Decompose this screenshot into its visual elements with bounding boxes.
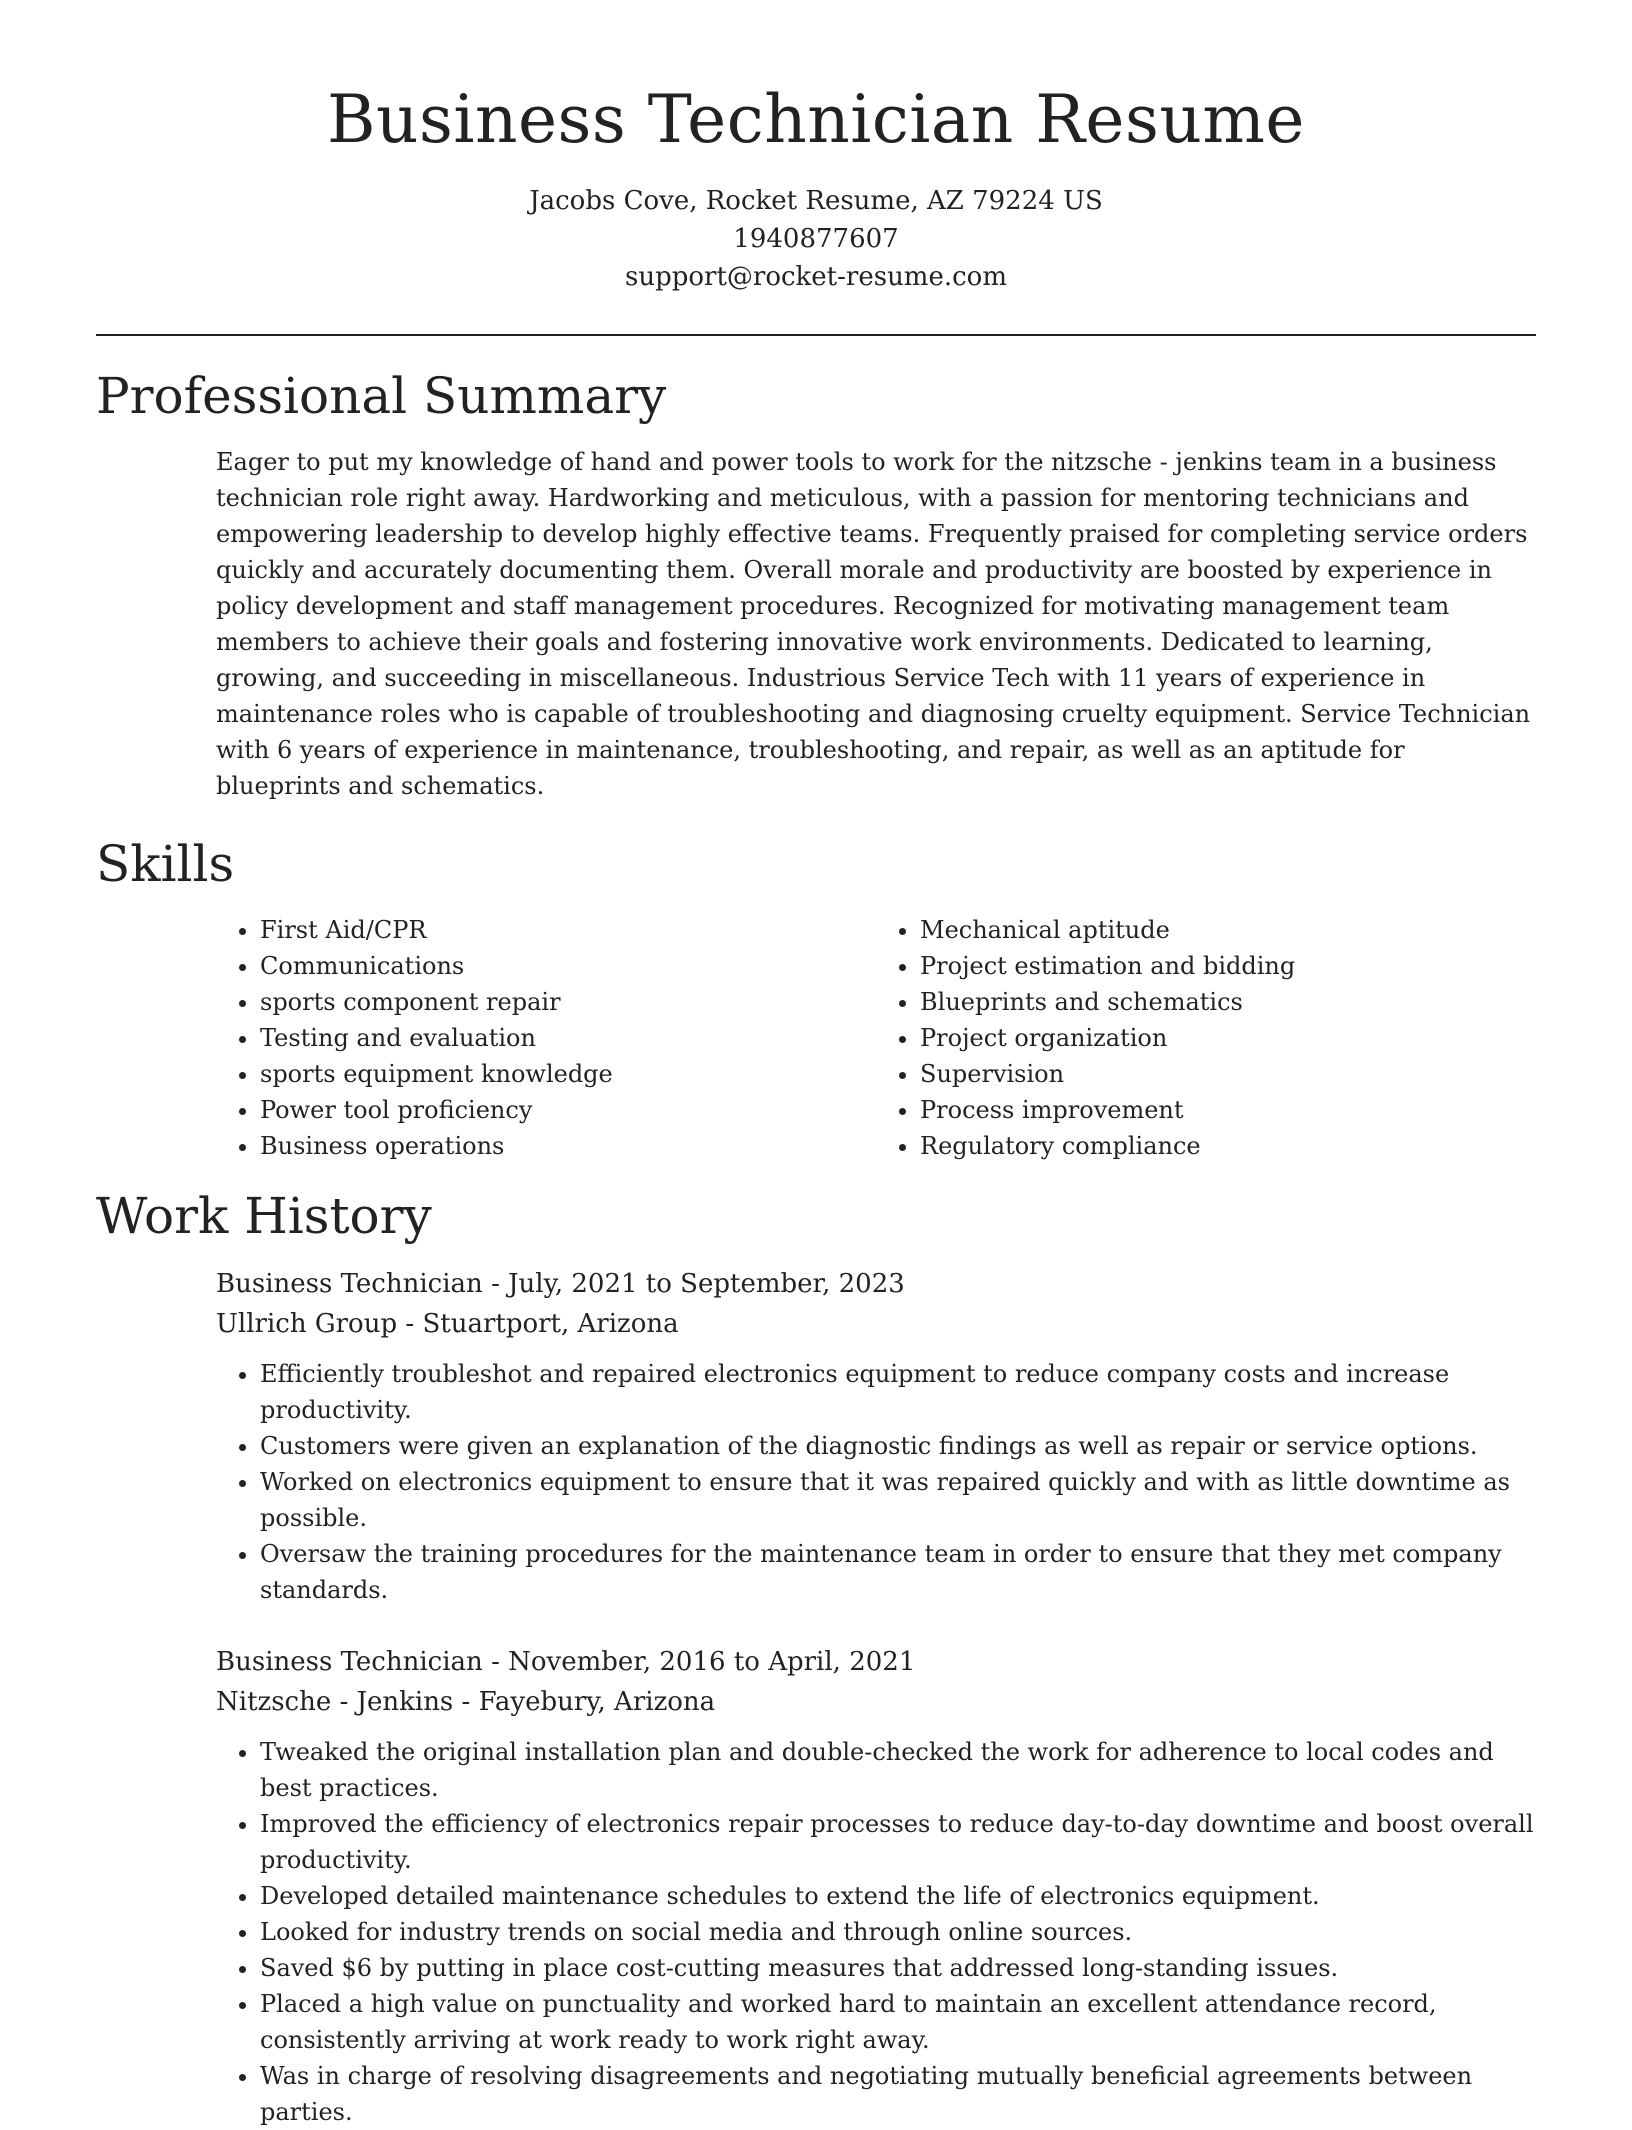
job-company: Ullrich Group bbox=[216, 1308, 398, 1339]
job-bullet: • Customers were given an explanation of the diagnostic findings as well as repair or service options. bbox=[260, 1428, 1536, 1464]
job-dates: July, 2021 to September, 2023 bbox=[508, 1268, 905, 1299]
contact-email: support@rocket-resume.com bbox=[624, 261, 1007, 292]
job-location-separator: - bbox=[405, 1308, 423, 1339]
work-history-section bbox=[96, 1186, 1536, 2130]
job-dates: November, 2016 to April, 2021 bbox=[508, 1646, 916, 1677]
skill-item: • Communications bbox=[260, 948, 876, 984]
skill-item: • Testing and evaluation bbox=[260, 1020, 876, 1056]
skill-item: • Regulatory compliance bbox=[920, 1128, 1536, 1164]
summary-heading: Professional Summary bbox=[96, 366, 667, 425]
job-company-line bbox=[216, 1304, 1536, 1344]
job-bullets bbox=[216, 1734, 1536, 2130]
job-entry bbox=[216, 1264, 1536, 1608]
job-company: Nitzsche - Jenkins bbox=[216, 1686, 454, 1717]
job-title-line bbox=[216, 1642, 1536, 1682]
header-divider bbox=[96, 334, 1536, 336]
summary-text: Eager to put my knowledge of hand and power tools to work for the nitzsche - jenkins team in a business technician role right away. Hardworking and meticulous, with a passion for mentoring technicians and empowering leadership to develop highly effective teams. Frequently praised for completing service orders quickly and accurately documenting them. Overall morale and productivity are boosted by experience in policy development and staff management procedures. Recognized for motivating management team members to achieve their goals and fostering innovative work environments. Dedicated to learning, growing, and succeeding in miscellaneous. Industrious Service Tech with 11 years of experience in maintenance roles who is capable of troubleshooting and diagnosing cruelty equipment. Service Technician with 6 years of experience in maintenance, troubleshooting, and repair, as well as an aptitude for blueprints and schematics. bbox=[216, 447, 1531, 800]
professional-summary-section bbox=[96, 366, 1536, 804]
job-title-line bbox=[216, 1264, 1536, 1304]
skill-item: • Blueprints and schematics bbox=[920, 984, 1536, 1020]
job-location-separator: - bbox=[461, 1686, 479, 1717]
skill-item: • Business operations bbox=[260, 1128, 876, 1164]
skill-item: • Supervision bbox=[920, 1056, 1536, 1092]
job-location: Stuartport, Arizona bbox=[422, 1308, 679, 1339]
job-dates-separator: - bbox=[491, 1268, 509, 1299]
job-bullet: • Looked for industry trends on social media and through online sources. bbox=[260, 1914, 1536, 1950]
skills-body bbox=[96, 912, 1536, 1164]
job-bullet: • Oversaw the training procedures for the maintenance team in order to ensure that they met company standards. bbox=[260, 1536, 1536, 1608]
summary-body bbox=[96, 444, 1536, 804]
resume-title: Business Technician Resume bbox=[327, 81, 1305, 158]
job-bullet: • Worked on electronics equipment to ensure that it was repaired quickly and with as little downtime as possible. bbox=[260, 1464, 1536, 1536]
skill-item: • sports component repair bbox=[260, 984, 876, 1020]
job-location: Fayebury, Arizona bbox=[478, 1686, 716, 1717]
skills-list-left bbox=[216, 912, 876, 1164]
resume-header bbox=[96, 0, 1536, 296]
skill-item: • sports equipment knowledge bbox=[260, 1056, 876, 1092]
skill-item: • Project organization bbox=[920, 1020, 1536, 1056]
job-bullet: • Saved $6 by putting in place cost-cutting measures that addressed long-standing issues. bbox=[260, 1950, 1536, 1986]
work-history-body bbox=[96, 1264, 1536, 2130]
skills-section bbox=[96, 834, 1536, 1164]
job-bullet: • Was in charge of resolving disagreements and negotiating mutually beneficial agreements between parties. bbox=[260, 2058, 1536, 2130]
job-bullets bbox=[216, 1356, 1536, 1608]
skill-item: • Process improvement bbox=[920, 1092, 1536, 1128]
skill-item: • First Aid/CPR bbox=[260, 912, 876, 948]
job-dates-separator: - bbox=[491, 1646, 509, 1677]
job-company-line bbox=[216, 1682, 1536, 1722]
skill-item: • Project estimation and bidding bbox=[920, 948, 1536, 984]
skills-list-right bbox=[876, 912, 1536, 1164]
skill-item: • Mechanical aptitude bbox=[920, 912, 1536, 948]
contact-phone: 1940877607 bbox=[733, 223, 899, 254]
job-bullet: • Tweaked the original installation plan and double-checked the work for adherence to local codes and best practices. bbox=[260, 1734, 1536, 1806]
skill-item: • Power tool proficiency bbox=[260, 1092, 876, 1128]
skills-heading: Skills bbox=[96, 834, 235, 893]
job-bullet: • Improved the efficiency of electronics repair processes to reduce day-to-day downtime and boost overall productivity. bbox=[260, 1806, 1536, 1878]
work-history-heading: Work History bbox=[96, 1186, 432, 1245]
job-title: Business Technician bbox=[216, 1646, 483, 1677]
job-entry bbox=[216, 1642, 1536, 2130]
job-bullet: • Developed detailed maintenance schedules to extend the life of electronics equipment. bbox=[260, 1878, 1536, 1914]
job-bullet: • Efficiently troubleshot and repaired electronics equipment to reduce company costs and increase productivity. bbox=[260, 1356, 1536, 1428]
job-title: Business Technician bbox=[216, 1268, 483, 1299]
contact-address: Jacobs Cove, Rocket Resume, AZ 79224 US bbox=[529, 185, 1103, 216]
skills-columns bbox=[216, 912, 1536, 1164]
job-bullet: • Placed a high value on punctuality and worked hard to maintain an excellent attendance record, consistently arriving at work ready to work right away. bbox=[260, 1986, 1536, 2058]
